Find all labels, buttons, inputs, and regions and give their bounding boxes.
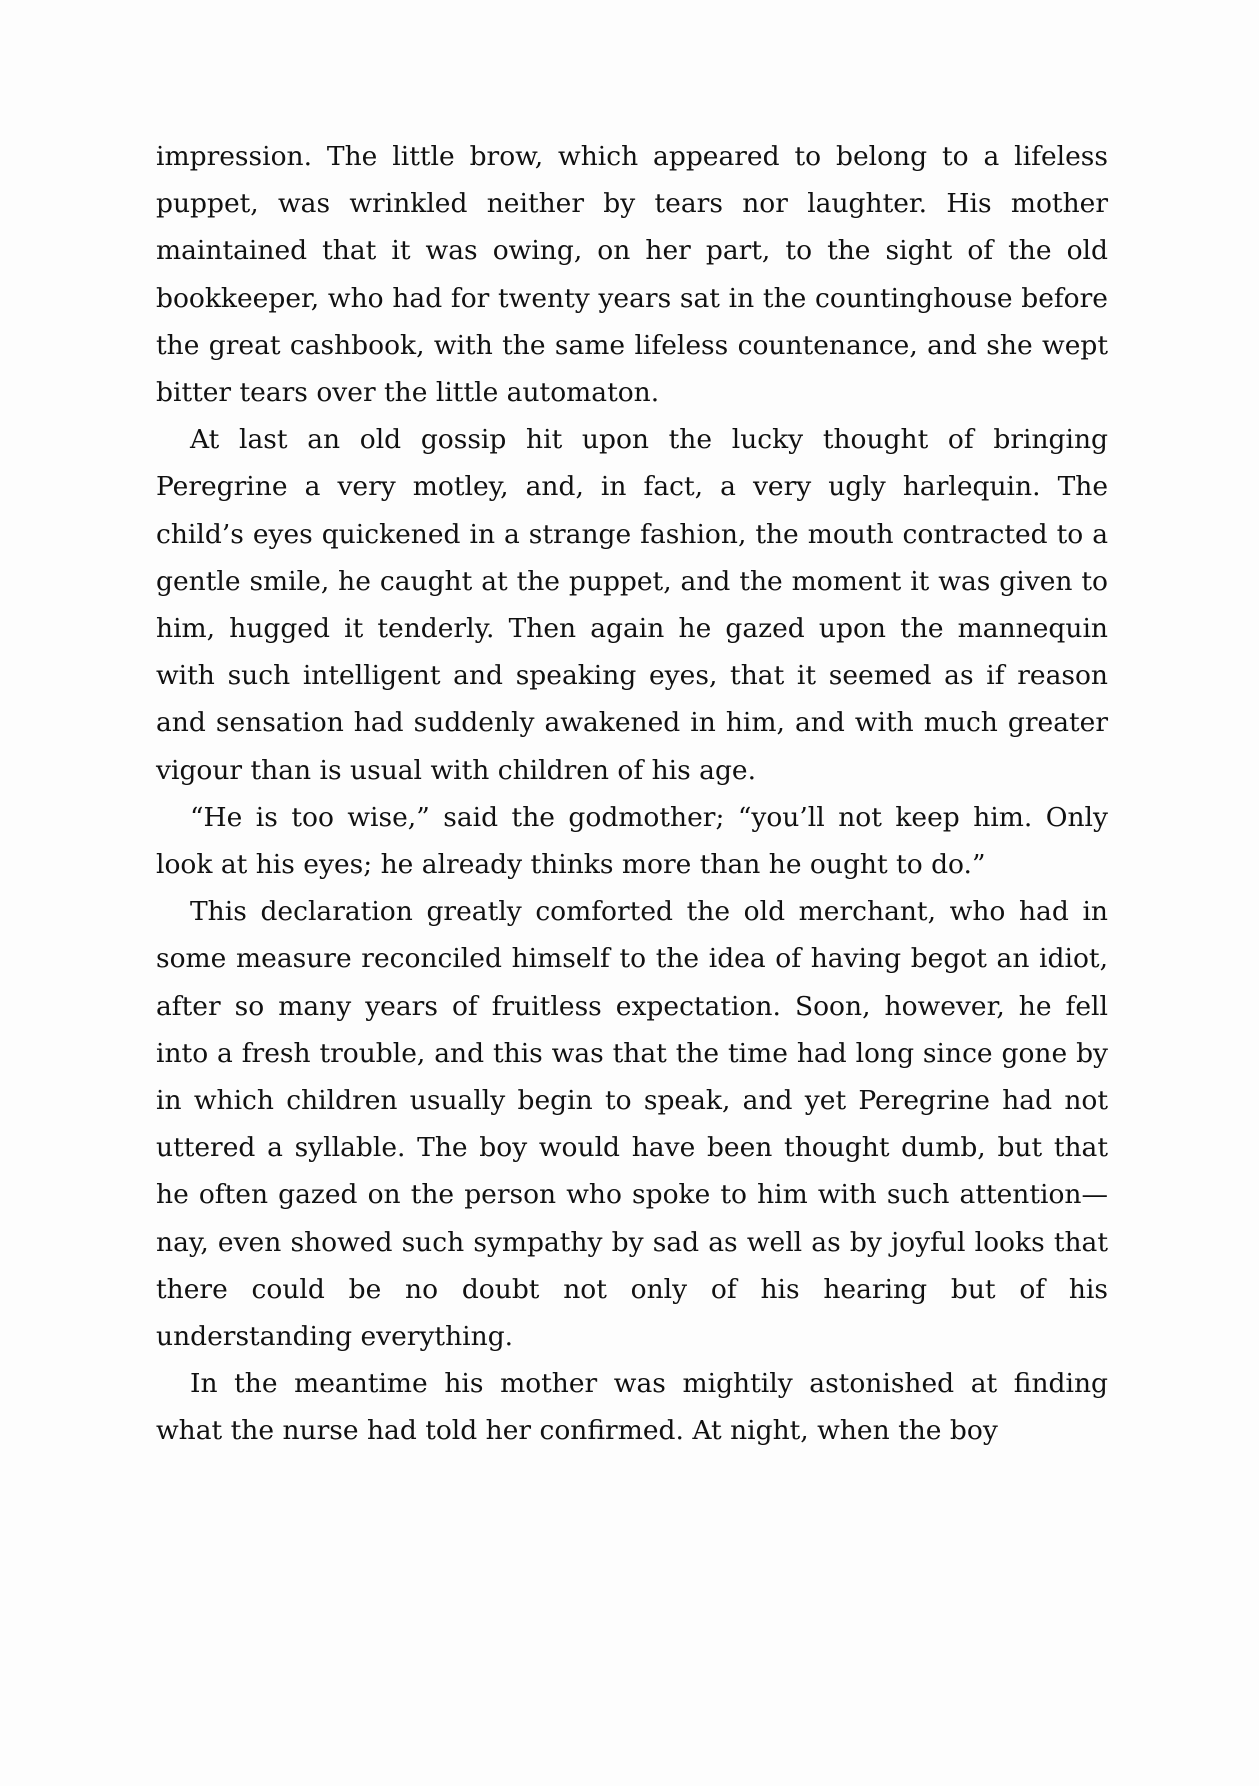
paragraph: “He is too wise,” said the godmother; “you’ll not keep him. Only look at his eyes; he already thinks more than he ought to do.”: [156, 801, 1108, 881]
paragraph: In the meantime his mother was mightily astonished at finding what the nurse had told her confirmed. At night, when the boy: [156, 1368, 1108, 1447]
paragraph: This declaration greatly comforted the old merchant, who had in some measure reconciled himself to the idea of having begot an idiot, after so many years of fruitless expectation. Soon, however, he fell into a fresh trouble, and this was that the time had long since gone by in which children usually begin to speak, and yet Peregrine had not uttered a syllable. The boy would have been thought dumb, but that he often gazed on the person who spoke to him with such attention—nay, even showed such sympathy by sad as well as by joyful looks that there could be no doubt not only of his hearing but of his understanding everything.: [156, 896, 1108, 1353]
page-body-text: [156, 133, 1108, 1455]
paragraph: At last an old gossip hit upon the lucky thought of bringing Peregrine a very motley, and, in fact, a very ugly harlequin. The child’s eyes quickened in a strange fashion, the mouth contracted to a gentle smile, he caught at the puppet, and the moment it was given to him, hugged it tenderly. Then again he gazed upon the mannequin with such intelligent and speaking eyes, that it seemed as if reason and sensation had suddenly awakened in him, and with much greater vigour than is usual with children of his age.: [156, 424, 1108, 786]
paragraph-continued: impression. The little brow, which appeared to belong to a lifeless puppet, was wrinkled neither by tears nor laughter. His mother maintained that it was owing, on her part, to the sight of the old bookkeeper, who had for twenty years sat in the countinghouse before the great cashbook, with the same lifeless countenance, and she wept bitter tears over the little automaton.: [156, 141, 1108, 409]
